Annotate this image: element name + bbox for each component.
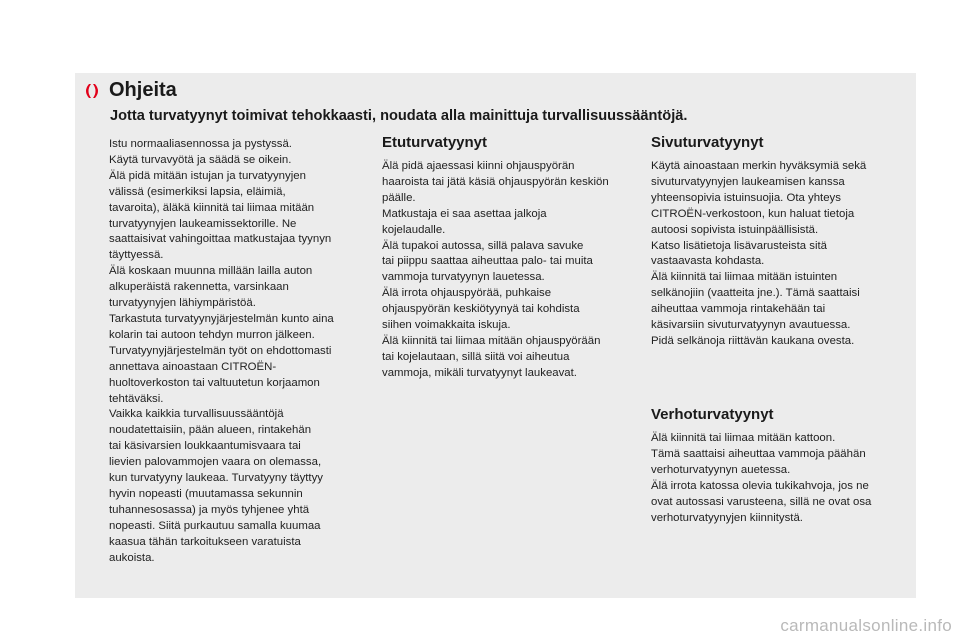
page-subtitle: Jotta turvatyynyt toimivat tehokkaasti, noudata alla mainittuja turvallisuussääntöjä. bbox=[110, 108, 688, 124]
front-airbags-section bbox=[382, 134, 634, 382]
front-airbags-text: Älä pidä ajaessasi kiinni ohjauspyörän haaroista tai jätä käsiä ohjauspyörän keskiön päälle. Matkustaja ei saa asettaa jalkoja kojelaudalle. Älä tupakoi autossa, sillä palava savuke tai piippu saattaa aiheuttaa palo- tai muita vammoja turvatyynyn lauetessa. Älä irrota ohjauspyörää, puhkaise ohjauspyörän keskiötyynyä tai kohdista siihen voimakkaita iskuja. Älä kiinnitä tai liimaa mitään ohjauspyörään tai kojelautaan, sillä siitä voi aiheutua vammoja, mikäli turvatyynyt laukeavat. bbox=[382, 160, 609, 379]
general-rules-section bbox=[109, 137, 361, 566]
curtain-airbags-heading: Verhoturvatyynyt bbox=[651, 406, 774, 423]
curtain-airbags-text: Älä kiinnitä tai liimaa mitään kattoon. Tämä saattaisi aiheuttaa vammoja päähän verhoturvatyynyn auetessa. Älä irrota katossa olevia tukikahvoja, jos ne ovat autossasi varusteena, sillä ne ovat osa verhoturvatyynyjen kiinnitystä. bbox=[651, 432, 872, 524]
front-airbags-heading: Etuturvatyynyt bbox=[382, 134, 488, 151]
page-title: Ohjeita bbox=[109, 79, 177, 101]
watermark: carmanualsonline.info bbox=[780, 616, 952, 635]
side-airbags-section bbox=[651, 134, 903, 350]
curtain-airbags-section bbox=[651, 406, 903, 526]
side-airbags-text: Käytä ainoastaan merkin hyväksymiä sekä sivuturvatyynyjen laukeamisen kanssa yhteensopivia istuinsuojia. Ota yhteys CITROËN-verkostoon, kun haluat tietoja autoosi sopivista istuinpäällisistä. Katso lisätietoja lisävarusteista sitä vastaavasta kohdasta. Älä kiinnitä tai liimaa mitään istuinten selkänojiin (vaatteita jne.). Tämä saattaisi aiheuttaa vammoja rintakehään tai käsivarsiin sivuturvatyynyn avautuessa. Pidä selkänoja riittävän kaukana ovesta. bbox=[651, 160, 867, 347]
side-airbags-heading: Sivuturvatyynyt bbox=[651, 134, 764, 151]
airbag-warning-icon bbox=[82, 83, 102, 99]
general-rules-text: Istu normaaliasennossa ja pystyssä. Käytä turvavyötä ja säädä se oikein. Älä pidä mitään istujan ja turvatyynyjen välissä (esimerkiksi lapsia, eläimiä, tavaroita), äläkä kiinnitä tai liimaa mitään turvatyynyjen laukeamissektorille. Ne saattaisivat vahingoittaa matkustajaa tyynyn täyttyessä. Älä koskaan muunna millään lailla auton alkuperäistä rakennetta, varsinkaan turvatyynyjen lähiympäristöä. Tarkastuta turvatyynyjärjestelmän kunto aina kolarin tai autoon tehdyn murron jälkeen. Turvatyynyjärjestelmän työt on ehdottomasti annettava ainoastaan CITROËN- huoltoverkoston tai valtuutetun korjaamon tehtäväksi. Vaikka kaikkia turvallisuussääntöjä noudatettaisiin, pään alueen, rintakehän tai käsivarsien loukkaantumisvaara tai lievien palovammojen vaara on olemassa, kun turvatyyny laukeaa. Turvatyyny täyttyy hyvin nopeasti (muutamassa sekunnin tuhannesosassa) ja myös tyhjenee yhtä nopeasti. Siitä purkautuu samalla kuumaa kaasua tähän tarkoitukseen varatuista aukoista. bbox=[109, 138, 334, 564]
